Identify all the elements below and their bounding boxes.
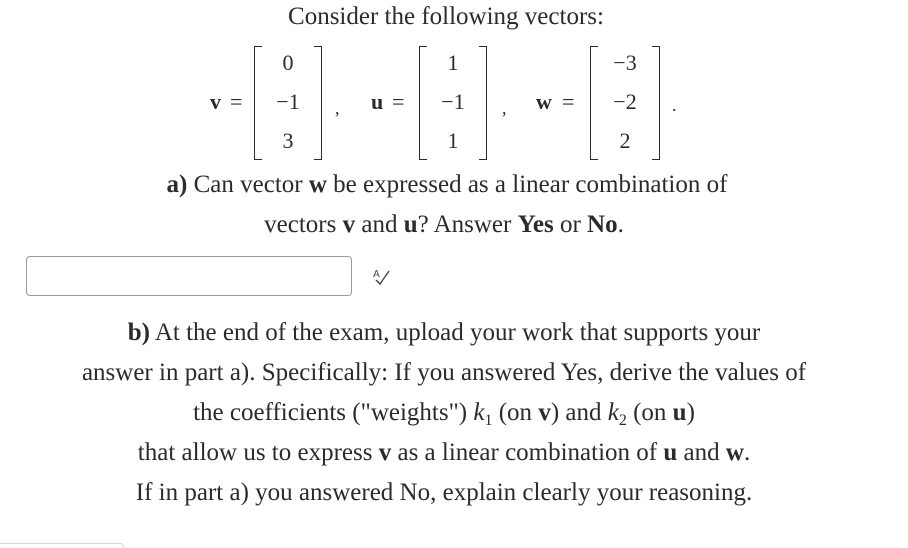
text-segment: the coefficients ("weights") <box>193 399 474 426</box>
equals-sign-v: = <box>230 89 243 114</box>
answer-input[interactable] <box>26 256 352 296</box>
vector-w-ref: w <box>725 439 744 466</box>
svg-text:A: A <box>373 269 380 280</box>
vector-v-matrix <box>254 46 322 160</box>
part-b-line1 <box>0 318 898 348</box>
vector-w-label: w <box>536 89 552 114</box>
comma-v: , <box>335 98 340 118</box>
text-segment: and <box>677 439 726 466</box>
text-segment: ) <box>686 399 695 426</box>
text-segment: ) and <box>550 399 608 426</box>
text-segment: At the end of the exam, upload your work that supports your <box>149 319 761 346</box>
subscript: 1 <box>484 412 493 429</box>
vector-w-matrix <box>590 46 660 160</box>
part-b-line3 <box>0 398 898 431</box>
matrix-cell: −1 <box>441 89 465 114</box>
format-answer-icon[interactable] <box>370 265 392 287</box>
text-segment: (on <box>492 399 539 426</box>
matrix-cell: 1 <box>447 128 459 153</box>
part-a-line1 <box>0 170 901 200</box>
vector-v-ref: v <box>538 399 551 426</box>
matrix-cell: 3 <box>282 128 294 153</box>
period-w: . <box>672 95 677 115</box>
vector-u-label: u <box>371 89 384 114</box>
matrix-cell: 0 <box>282 50 294 75</box>
matrix-cell: 1 <box>447 50 459 75</box>
part-b-line2: answer in part a). Specifically: If you answered Yes, derive the values of <box>81 359 807 386</box>
vector-v-ref: v <box>342 211 356 238</box>
text-segment: be expressed as a linear combination of <box>326 171 728 198</box>
bottom-tab <box>0 543 124 548</box>
comma-u: , <box>502 98 507 118</box>
part-a-label: a) <box>166 171 188 198</box>
vector-u-matrix <box>419 46 487 160</box>
text-segment: . <box>617 211 624 238</box>
text-segment: as a linear combination of <box>391 439 664 466</box>
matrix-cell: −3 <box>613 50 637 75</box>
text-segment: (on <box>626 399 673 426</box>
vector-u-ref: u <box>672 399 687 426</box>
no-option-text: No <box>587 211 618 238</box>
equals-sign-w: = <box>562 89 575 114</box>
matrix-cell: −2 <box>613 89 637 114</box>
coefficient-k1: k <box>473 399 485 426</box>
matrix-cell: 2 <box>619 128 631 153</box>
text-segment: or <box>553 211 588 238</box>
text-segment: and <box>355 211 404 238</box>
matrix-cell: −1 <box>276 89 300 114</box>
text-segment: Can vector <box>187 171 309 198</box>
text-segment: vectors <box>264 211 343 238</box>
part-a-line2 <box>0 210 898 240</box>
coefficient-k2: k <box>607 399 619 426</box>
text-segment: ? Answer <box>417 211 518 238</box>
vector-u-ref: u <box>663 439 678 466</box>
intro-text: Consider the following vectors: <box>288 3 604 30</box>
part-b-line4 <box>0 438 898 468</box>
text-segment: that allow us to express <box>137 439 379 466</box>
vector-v-ref: v <box>378 439 392 466</box>
yes-option-text: Yes <box>517 211 554 238</box>
text-segment: . <box>743 439 751 466</box>
vector-u-ref: u <box>403 211 418 238</box>
vector-v-label: v <box>210 89 221 114</box>
part-b-label: b) <box>127 319 150 346</box>
part-b-line5: If in part a) you answered No, explain clearly your reasoning. <box>135 479 753 506</box>
vector-w-ref: w <box>308 171 327 198</box>
subscript: 2 <box>618 412 627 429</box>
equals-sign-u: = <box>392 89 405 114</box>
